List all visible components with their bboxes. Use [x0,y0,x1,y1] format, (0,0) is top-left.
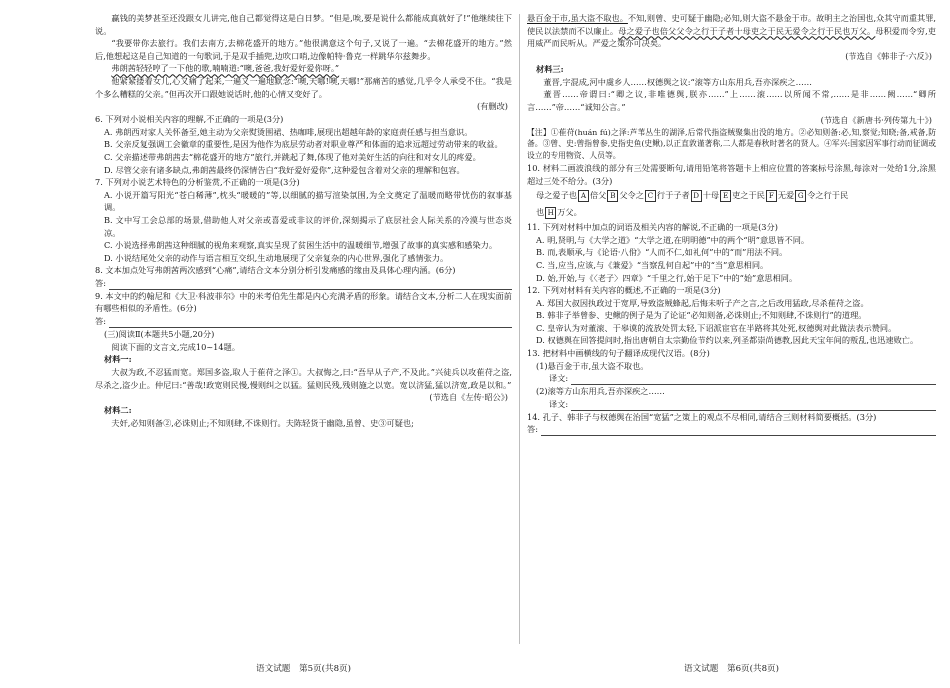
break-box-b[interactable]: B [607,190,618,202]
q7-option-a: A. 小说开篇写阳光“苍白稀薄”,枕头“暖暖的”等,以细腻的描写渲染氛围,为全文奠定了温暖而略带忧伤的叙事基调。 [104,189,512,213]
q9-answer-area[interactable] [95,315,512,328]
answer-label: 答: [95,277,106,288]
left-page-footer: 语文试题 第5页(共8页) [256,664,351,674]
q10-segmented-passage [527,187,936,221]
material-2-text: 夫奸,必知则备②,必诛则止;不知则肆,不诛则行。夫陈轻货于幽隐,虽曾、史③可疑也; [111,418,414,429]
material-3-text: 董晋……帝谓曰:“卿之议,非唯德舆,朕亦……”上……滚……以所闻不常,……是非……阙……“卿所言……”帝……“诚知公言。” [527,89,936,112]
q11-option-c: C. 当,应当,应该,与《兼爱》“当察乱何自起”中的“当”意思相同。 [536,259,769,270]
right-page-footer: 语文试题 第6页(共8页) [684,664,779,674]
q12-option-a: A. 郑国大叔因执政过于宽厚,导致盗贼蜂起,后悔未听子产之言,之后改用猛政,尽杀萑苻之盗。 [536,297,869,308]
segment: 无爱 [777,190,795,201]
q13-item-2: (2)滚等方山东用兵,吾亦深疾之…… [536,386,665,397]
segment: 也 [536,207,545,218]
translation-label: 译文: [549,373,569,384]
break-box-a[interactable]: A [578,190,589,202]
break-box-f[interactable]: F [766,190,777,202]
wavy-line-passage: 母之爱子也倍父父令之行于子者十母吏之于民无爱令之行于民也万父。 [618,25,876,36]
segment: 行于子者 [656,190,690,201]
question-10-stem: 10. 材料二画波浪线的部分有三处需要断句,请用铅笔将答题卡上相应位置的答案标号涂黑,每涂对一处给1分,涂黑超过三处不给分。(3分) [527,162,936,186]
material-3-text: 董晋,字混成,河中虞乡人……权德舆之议:“滚等方山东用兵,吾亦深疾之…… [543,76,812,87]
material-1-source: (节选自《左传·昭公》) [429,392,508,403]
question-6-stem: 6. 下列对小说相关内容的理解,不正确的一项是(3分) [95,114,284,125]
story-paragraph: “我要带你去旅行。我们去南方,去棉花盛开的地方。”他很满意这个句子,又说了一遍。“去棉花盛开的地方。”然后,他想起这是自己知道的一句歌词,于是双手插兜,边吹口哨,边像帕特·鲁克一样跳华尔兹舞步。 [95,38,512,61]
q6-option-d: D. 尽管父亲有诸多缺点,弗朗茜最终仍深情告白“我好爱好爱你”,这种爱包含着对父亲的理解和包容。 [104,164,465,175]
q12-option-c: C. 皇帝认为对董滚、于皋谟的流放处罚太轻,下诏派宦官在半路将其处死,权德舆对此做法表示赞同。 [536,322,897,333]
break-box-e[interactable]: E [720,190,731,202]
material-3-source: (节选自《新唐书·列传第九十》) [820,114,932,125]
break-box-g[interactable]: G [795,190,806,202]
q13-item-1: (1)悬百金于市,虽大盗不取也。 [536,360,649,371]
q7-option-c: C. 小说选择弗朗茜这种细腻的视角来观察,真实呈现了贫困生活中的温暖细节,增强了故事的真实感和感染力。 [104,240,498,251]
q6-option-c: C. 父亲描述带弗朗茜去“棉花盛开的地方”旅行,并跳起了舞,体现了他对美好生活的向往和对女儿的疼爱。 [104,151,481,162]
q8-answer-area[interactable] [95,277,512,290]
segment: 倍父 [589,190,607,201]
q6-option-b: B. 父亲反复强调工会徽章的重要性,是因为他作为底层劳动者对职业尊严和体面的追求远超过劳动带来的收益。 [104,139,503,150]
q11-option-a: A. 明,贤明,与《大学之道》“大学之道,在明明德”中的两个“明”意思皆不同。 [536,234,810,245]
break-box-h[interactable]: H [545,207,556,219]
q13-1-translation-line[interactable] [527,372,936,385]
question-7-stem: 7. 下列对小说艺术特色的分析鉴赏,不正确的一项是(3分) [95,177,300,188]
question-12-stem: 12. 下列对材料有关内容的概述,不正确的一项是(3分) [527,285,721,296]
segment: 吏之于民 [732,190,765,201]
segment: 万父。 [557,207,582,218]
segment: 令之行于民 [807,190,849,201]
answer-label: 答: [95,316,106,327]
underlined-sentence: 悬百金于市,虽大盗不取也。 [527,13,628,23]
story-paragraph: 弗朗茜轻轻哼了一下他的歌,喃喃道:“噢,爸爸,我好爱好爱你呀。” [111,63,340,74]
segment: 父令之 [619,190,644,201]
answer-label: 答: [527,424,538,435]
break-box-c[interactable]: C [645,190,656,202]
story-source: (有删改) [477,101,508,112]
material-1-title: 材料一: [104,354,132,365]
q12-option-b: B. 韩非子举曾参、史鳅的例子是为了论证“必知则备,必诛则止;不知则肆,不诛则行”的道理。 [536,310,867,321]
translation-label: 译文: [549,398,569,409]
question-11-stem: 11. 下列对材料中加点的词语及相关内容的解说,不正确的一项是(3分) [527,222,778,233]
page-divider [519,14,520,644]
q12-option-d: D. 权德舆在回答提问时,指出唐朝自太宗勤俭节约以来,列圣都崇尚德教,因此天宝年间的叛乱,也迅速败亡。 [536,335,919,346]
question-8: 8. 文本加点处写弗朗茜两次感到“心痛”,请结合文本分别分析引发痛感的缘由及具体心理内涵。(6分) [95,265,456,276]
left-page [95,0,512,688]
q11-option-b: B. 而,表顺承,与《论语·八佾》“人而不仁,如礼何”中的“而”用法不同。 [536,247,788,258]
q7-option-b: B. 文中写工会总部的场景,借助他人对父亲或喜爱或非议的评价,深刻揭示了底层社会人际关系的冷漠与世态炎凉。 [104,214,512,238]
left-column [95,12,512,658]
material-2-text: 不知,则曾、史可疑于幽隐;必知,则大盗不悬金于市。故明主之治国也,众其守而重其罪,使民以法禁而不以廉止。 [527,13,936,36]
segment: 母之爱子也 [536,190,577,201]
right-page [527,0,936,688]
story-paragraph: 赢钱的美梦甚至还没跟女儿讲完,他自己都觉得这是白日梦。“但是,唉,要是说什么都能成真就好了!”他继续往下说。 [95,13,512,36]
material-2-title: 材料二: [104,405,132,416]
q14-answer-area[interactable] [527,423,936,436]
question-9: 9. 本文中的约翰尼和《大卫·科波菲尔》中的米考伯先生都是内心充满矛盾的形象。请结合文本,分析二人在现实面前有哪些相似的矛盾性。(6分) [95,290,512,314]
material-2-text: 母积爱而令穷,吏用威严而民听从。严爱之策亦可决矣。 [527,25,936,49]
q11-option-d: D. 始,开始,与《〈老子〉四章》“千里之行,始于足下”中的“始”意思相同。 [536,272,798,283]
segment: 十母 [702,190,720,201]
story-paragraph: 他紧紧搂着女儿,心又痛了起来,一遍又一遍地默念:“噢,天哪!噢,天哪!”那痛苦的感觉,几乎令人承受不住。“我是个多么糟糕的父亲。”但再次开口跟她说话时,他的心情又变好了。 [95,75,512,99]
q13-2-translation-line[interactable] [527,398,936,411]
question-13-stem: 13. 把材料中画横线的句子翻译成现代汉语。(8分) [527,348,710,359]
q6-option-a: A. 弗朗西对家人关怀备至,她主动为父亲熨烫围裙、热咖啡,展现出超越年龄的家庭责任感与担当意识。 [104,126,473,137]
annotation-note: 【注】①萑苻(huán fú)之泽:芦苇丛生的湖泽,后常代指盗贼聚集出没的地方。②必知则备:必,知,察觉;知晓;备,戒备,防备。③曾、史:曾指曾参,史指史鱼(史鳅),以正直敦谨著称,二人都是春秋时著名的贤人。④军兴:国家因军事行动而征调或设立的专用物资、人员等。 [527,127,936,161]
section-3-intro: 阅读下面的文言文,完成10~14题。 [111,341,240,352]
question-14: 14. 孔子、韩非子与权德舆在治国“宽猛”之策上的观点不尽相同,请结合三则材料简要概括。(3分) [527,411,877,422]
break-box-d[interactable]: D [691,190,702,202]
section-3-title: (三)阅读Ⅱ(本题共5小题,20分) [104,329,215,340]
material-3-title: 材料三: [536,63,564,74]
right-column [527,12,936,658]
material-2-source: (节选自《韩非子·六反》) [845,50,932,61]
material-2-continued [527,12,936,50]
material-1-text: 大叔为政,不忍猛而宽。郑国多盗,取人于萑苻之泽①。大叔悔之,曰:“吾早从子产,不及此。”兴徒兵以攻萑苻之盗,尽杀之,盗少止。仲尼曰:“善哉!政宽则民慢,慢则纠之以猛。猛则民残,残则施之以宽。宽以济猛,猛以济宽,政是以和。” [95,367,512,390]
q7-option-d: D. 小说结尾处父亲的动作与语言相互交织,生动地展现了父亲复杂的内心世界,强化了感情张力。 [104,252,449,263]
